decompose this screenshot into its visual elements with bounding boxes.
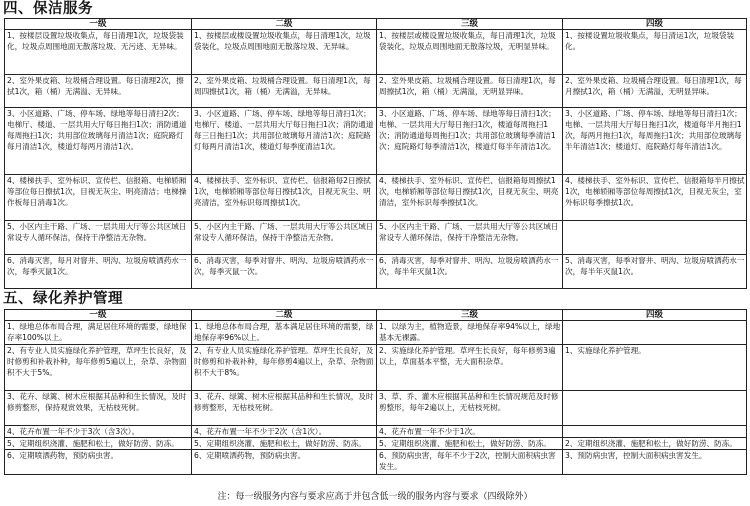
cell-text: 2、室外果皮箱、垃圾桶合理设置。每日清理1次，每月擦拭1次，箱（桶）无满溢，无明显异味。: [565, 76, 742, 96]
table-cell: [377, 391, 563, 426]
cell-text: 5、小区内主干路、广场、一层共用大厅等公共区域日常设专人循环保洁，保持干净整洁无杂物。: [379, 222, 559, 242]
table-cell: [377, 108, 563, 175]
column-header: 三级: [377, 19, 563, 30]
cell-text: 1、按楼层或楼设置垃圾收集点，每日清理1次，垃圾袋装化，垃圾点周围地面无散落垃圾、无异味。: [194, 31, 371, 51]
table-row: [5, 426, 747, 438]
table-cell: [5, 75, 192, 108]
table-cell: [563, 108, 747, 175]
table-row: [5, 221, 747, 255]
table-cell: [563, 255, 747, 289]
section-title-cleaning: 四、保洁服务: [3, 1, 93, 17]
table-cell: [563, 438, 747, 450]
cell-text: 5、定期组织浇灌、施肥和松土，做好防涝、防冻。: [194, 439, 366, 448]
cell-text: 5、小区内主干路、广场、一层共用大厅等公共区域日常设专人循环保洁，保持干净整洁无杂物。: [194, 222, 374, 242]
cell-text: 1、按楼层设置垃圾收集点，每日清理1次，垃圾袋装化，垃圾点周围地面无散落垃圾、无污迹、无异味。: [7, 31, 184, 51]
cell-text: 5、定期组织浇灌、施肥和松土，做好防涝、防冻。: [7, 439, 179, 448]
table-row: [5, 321, 747, 345]
table-cell: [377, 75, 563, 108]
column-header: 二级: [192, 310, 377, 321]
table-cell: [192, 450, 377, 475]
cell-text: 3、小区道路、广场、停车场、绿地等每日清扫1次；电梯厅、楼道、一层共用大厅每日拖扫1次；消防通道每三日拖扫1次；共用部位玻璃每月清洁1次；庭院路灯每两月清洁1次，楼道灯每季度清洁1次。: [194, 109, 374, 151]
cell-text: 3、花卉、绿篱、树木应根据其品种和生长情况，及时修剪整形，无枯枝死树。: [194, 392, 374, 412]
table-header-row: [5, 19, 747, 30]
table-cell: [192, 175, 377, 221]
cell-text: 3、小区道路、广场、停车场、绿地等每日清扫2次；电梯厅、楼道、一层共用大厅每日拖扫1次；消防通道每周拖扫1次；共用部位玻璃每月清洁1次；庭院路灯每月清洁1次，楼道灯每两月清洁1次。: [7, 109, 187, 151]
cell-text: 6、消毒灭害，每季对窨井、明沟、垃圾房喷洒药水一次，每半年灭鼠1次。: [379, 256, 559, 276]
table-cell: [563, 75, 747, 108]
cleaning-service-table: [4, 18, 747, 289]
table-row: [5, 30, 747, 75]
cell-text: 2、室外果皮箱、垃圾桶合理设置。每日清理1次，每周四擦拭1次，箱（桶）无满溢，无异味。: [194, 76, 371, 96]
table-cell: [377, 255, 563, 289]
table-cell: [563, 345, 747, 391]
cell-text: 6、定期喷洒药物，预防病虫害。: [194, 451, 306, 460]
table-cell: [377, 345, 563, 391]
cell-text: 2、室外果皮箱、垃圾桶合理设置。每日清理1次，每周擦拭1次，箱（桶）无满溢，无明显异味。: [379, 76, 556, 96]
table-cell: [192, 255, 377, 289]
cell-text: 4、楼梯扶手、室外标识、宣传栏、信报箱每2日擦拭1次，电梯轿厢等部位每日擦拭1次，目视无灰尘、明亮清洁，室外标识每周擦拭1次。: [194, 176, 371, 207]
cell-text: 4、楼梯扶手、室外标识、宣传栏、信报箱每半月擦拭1次，电梯轿厢等部位每周擦拭1次，目视无灰尘，室外标识每季擦拭1次。: [565, 176, 745, 207]
table-row: [5, 75, 747, 108]
table-row: [5, 438, 747, 450]
table-cell: [377, 450, 563, 475]
cell-text: 1、实施绿化养护管理。: [565, 346, 646, 355]
greening-management-table: [4, 309, 747, 475]
cell-text: 1、按楼设置垃圾收集点，每日清运1次，垃圾袋装化。: [565, 31, 735, 51]
cell-text: 5、小区内主干路、广场、一层共用大厅等公共区域日常设专人循环保洁，保持干净整洁无杂物。: [7, 222, 187, 242]
table-row: [5, 450, 747, 475]
table-cell: [192, 345, 377, 391]
column-header: 一级: [5, 19, 192, 30]
table-cell: [563, 426, 747, 438]
table-cell: [5, 391, 192, 426]
cell-text: 1、按楼层或楼设置垃圾收集点，每日清理1次，垃圾袋装化，垃圾点周围地面无散落垃圾，无明显异味。: [379, 31, 556, 51]
table-cell: [192, 426, 377, 438]
table-cell: [563, 175, 747, 221]
cell-text: 3、草、乔、灌木应根据其品种和生长情况规范及时修剪整形，每年2遍以上，无枯枝死树。: [379, 392, 559, 412]
table-cell: [192, 75, 377, 108]
table-cell: [5, 345, 192, 391]
table-cell: [192, 221, 377, 255]
table-cell: [377, 221, 563, 255]
table-cell: [5, 450, 192, 475]
cell-text: 4、花卉布置一年不少于1次。: [379, 427, 480, 436]
cell-text: 6、消毒灭害，每季对窨井、明沟、垃圾房喷洒药水一次，每季灭鼠一次。: [194, 256, 374, 276]
cell-text: 6、预防病虫害，每年不少于2次，控制大面积病虫害发生。: [379, 451, 556, 471]
table-cell: [5, 221, 192, 255]
table-row: [5, 345, 747, 391]
table-cell: [192, 438, 377, 450]
table-cell: [192, 391, 377, 426]
table-header-row: [5, 310, 747, 321]
cell-text: 2、有专业人员实施绿化养护管理，草坪生长良好，及时修剪和补栽补种，每年修剪5遍以上，杂草、杂物面积不大于5%。: [7, 346, 187, 377]
table-cell: [563, 30, 747, 75]
table-cell: [377, 438, 563, 450]
cell-text: 1、绿地总体布局合理，满足居住环境的需要，绿地保存率100%以上。: [7, 322, 187, 342]
section-title-greening: 五、绿化养护管理: [3, 291, 123, 307]
column-header: 四级: [563, 310, 747, 321]
cell-text: 2、有专业人员实施绿化养护管理。草坪生长良好，及时修剪和补栽补种，每年修剪4遍以上，杂草、杂物面积不大于8%。: [194, 346, 374, 377]
table-cell: [563, 450, 747, 475]
cell-text: 6、消毒灭害，每月对窨井、明沟、垃圾房喷洒药水一次，每季灭鼠1次。: [7, 256, 187, 276]
cell-text: 3、小区道路、广场、停车场、绿地等每日清扫1次；电梯、一层共用大厅每日拖扫1次，楼道每半月拖扫1次，每两月拖扫1次，每周拖扫1次；共用部位玻璃每半年清洁1次；楼道灯、庭院路灯每年清洁1次。: [565, 109, 742, 151]
cell-text: 2、定期组织浇灌、施肥和松土，做好防涝、防冻。: [565, 439, 737, 448]
table-cell: [192, 108, 377, 175]
table-row: [5, 391, 747, 426]
table-cell: [192, 321, 377, 345]
cell-text: 4、花卉布置一年不少于3次（含3次）。: [7, 427, 140, 436]
table-cell: [5, 321, 192, 345]
table-cell: [377, 426, 563, 438]
table-cell: [5, 30, 192, 75]
cell-text: 6、定期喷洒药物，预防病虫害。: [7, 451, 119, 460]
column-header: 四级: [563, 19, 747, 30]
column-header: 三级: [377, 310, 563, 321]
cell-text: 4、楼梯扶手、室外标识、宣传栏、信报箱每周擦拭1次，电梯轿厢等部位每日擦拭1次，目视无灰尘、明亮清洁，室外标识每季擦拭1次。: [379, 176, 559, 207]
table-cell: [563, 221, 747, 255]
table-cell: [563, 391, 747, 426]
table-cell: [377, 175, 563, 221]
table-cell: [192, 30, 377, 75]
cell-text: 3、小区道路、广场、停车场、绿地等每日清扫1次；电梯、一层共用大厅每日拖扫1次，楼道每周拖扫1次；消防通道每周拖扫1次；共用部位玻璃每季清洁1次；庭院路灯每季清洁1次，楼道灯每半年清洁1次。: [379, 109, 556, 151]
cell-text: 4、花卉布置一年不少于2次（含1次）。: [194, 427, 327, 436]
column-header: 一级: [5, 310, 192, 321]
cell-text: 5、消毒灭害，每季对窨井、明沟、垃圾房喷洒药水一次，每半年灭鼠1次。: [565, 256, 745, 276]
table-cell: [5, 426, 192, 438]
table-row: [5, 175, 747, 221]
table-cell: [5, 438, 192, 450]
table-cell: [5, 255, 192, 289]
cell-text: 2、实施绿化养护管理。草坪生长良好，每年修剪3遍以上，草面基本平整，无大面积杂草。: [379, 346, 556, 366]
cell-text: 3、预防病虫害，控制大面积病虫害发生。: [565, 451, 707, 460]
cell-text: 2、室外果皮箱、垃圾桶合理设置。每日清理2次，擦拭1次，箱（桶）无满溢、无异味。: [7, 76, 184, 96]
column-header: 二级: [192, 19, 377, 30]
table-cell: [377, 30, 563, 75]
table-row: [5, 255, 747, 289]
footnote: 注：每一级服务内容与要求应高于并包含低一级的服务内容与要求（四级除外）: [217, 492, 533, 502]
cell-text: 4、楼梯扶手、室外标识、宣传栏、信报箱、电梯轿厢等部位每日擦拭1次，目视无灰尘、明亮清洁；电梯操作板每日消毒1次。: [7, 176, 187, 207]
cell-text: 3、花卉、绿篱、树木应根据其品种和生长情况，及时修剪整形，保持观赏效果，无枯枝死树。: [7, 392, 187, 412]
table-cell: [5, 175, 192, 221]
table-row: [5, 108, 747, 175]
cell-text: 5、定期组织浇灌、施肥和松土，做好防涝、防冻。: [379, 439, 551, 448]
table-cell: [377, 321, 563, 345]
table-cell: [563, 321, 747, 345]
cell-text: 1、以绿为主，植物造景，绿地保存率94%以上，绿地基本无裸露。: [379, 322, 561, 342]
table-cell: [5, 108, 192, 175]
cell-text: 1、绿地总体布局合理，基本满足居住环境的需要，绿地保存率96%以上。: [194, 322, 374, 342]
